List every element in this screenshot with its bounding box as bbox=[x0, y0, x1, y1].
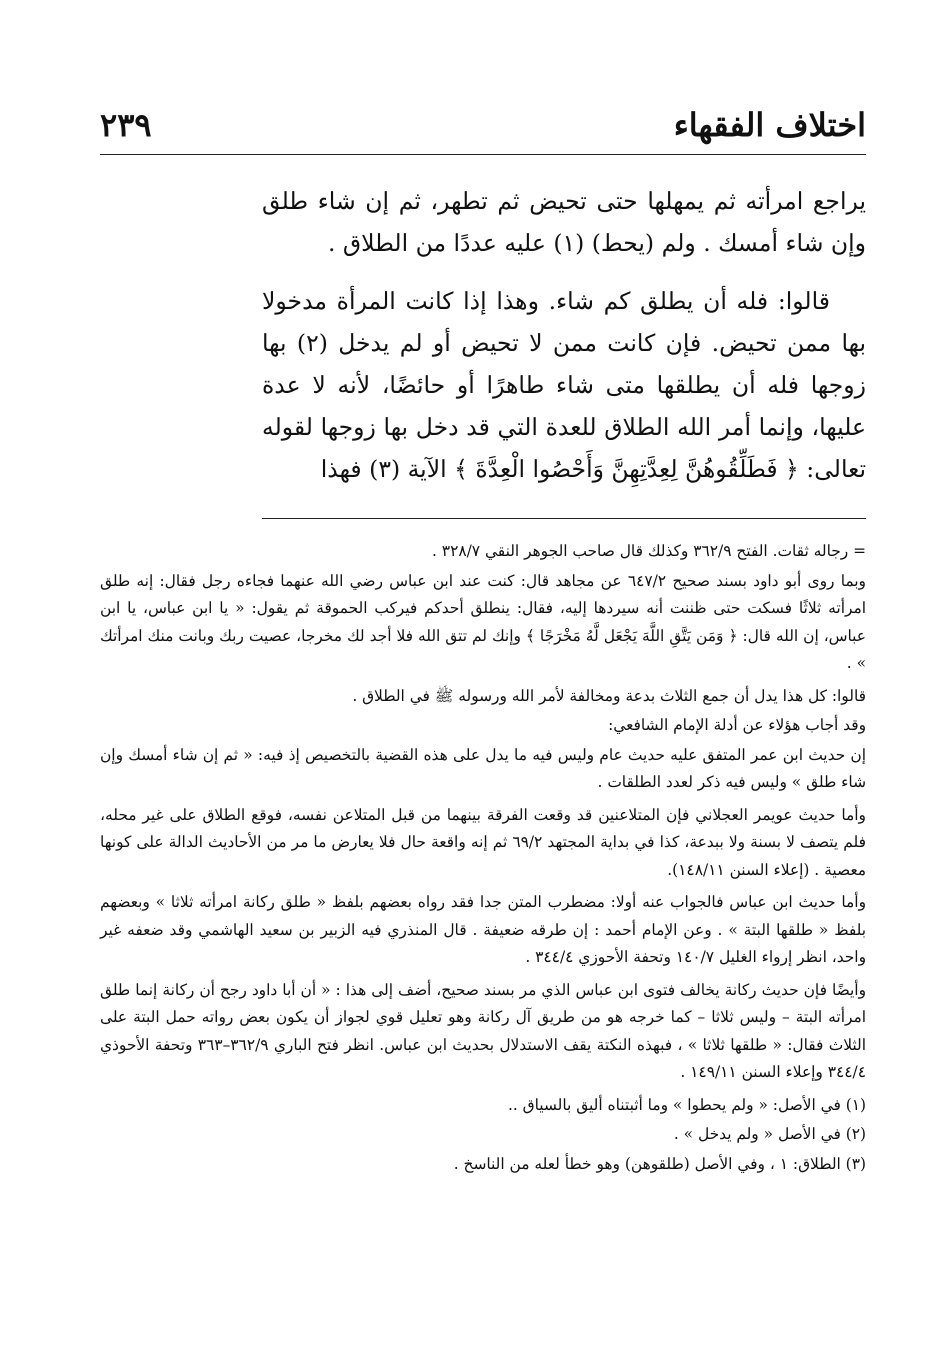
main-paragraph: قالوا: فله أن يطلق كم شاء. وهذا إذا كانت المرأة مدخولا بها ممن تحيض. فإن كانت ممن لا تحيض أو لم يدخل (٢) بها زوجها فله أن يطلقها متى شاء طاهرًا أو حائضًا، لأنه لا عدة عليها، وإنما أمر الله الطلاق للعدة التي قد دخل بها زوجها لقوله تعالى: ﴿ فَطَلِّقُوهُنَّ لِعِدَّتِهِنَّ وَأَحْصُوا الْعِدَّةَ ﴾ الآية (٣) فهذا bbox=[262, 287, 866, 483]
footnote-note-1: (١) في الأصل: « ولم يحطوا » وما أثبتناه أليق بالسياق .. bbox=[507, 1095, 866, 1114]
footnote-separator bbox=[262, 518, 866, 519]
footnote-paragraph: قالوا: كل هذا يدل أن جمع الثلاث بدعة ومخالفة لأمر الله ورسوله ﷺ في الطلاق . bbox=[352, 686, 866, 705]
header-rule bbox=[100, 154, 866, 155]
running-title: اختلاف الفقهاء bbox=[673, 106, 866, 144]
page-header bbox=[100, 96, 866, 144]
page-number: ٢٣٩ bbox=[100, 106, 152, 144]
footnotes bbox=[100, 538, 866, 1180]
footnote-note-2: (٢) في الأصل « ولم يدخل » . bbox=[673, 1125, 866, 1143]
main-paragraph: يراجع امرأته ثم يمهلها حتى تحيض ثم تطهر، ثم إن شاء طلق وإن شاء أمسك . ولم (يحط) (١) عليه عددًا من الطلاق . bbox=[262, 187, 866, 257]
footnote-note-3: (٣) الطلاق: ١ ، وفي الأصل (طلقوهن) وهو خطأ لعله من الناسخ . bbox=[453, 1154, 866, 1173]
footnote-paragraph: وأيضًا فإن حديث ركانة يخالف فتوى ابن عباس الذي مر بسند صحيح، أضف إلى هذا : « أن أبا داود رجح أن ركانة إنما طلق امرأته البتة – وليس ثلاثا – كما خرجه هو من طريق آل ركانة وهو تعليل قوي لجواز أن يكون بعض رواته حمل البتة على الثلاث فقال: « طلقها ثلاثا » ، فبهذه النكتة يقف الاستدلال بحديث ابن عباس. انظر فتح الباري ٣٦٢/٩–٣٦٣ وتحفة الأحوذي ٣٤٤/٤ وإعلاء السنن ١٤٩/١١ . bbox=[100, 980, 867, 1081]
footnote-continuation-line: = رجاله ثقات. الفتح ٣٦٢/٩ وكذلك قال صاحب الجوهر النقي ٣٢٨/٧ . bbox=[432, 542, 866, 560]
footnote-paragraph: وقد أجاب هؤلاء عن أدلة الإمام الشافعي: bbox=[608, 716, 866, 734]
footnote-paragraph: وبما روى أبو داود بسند صحيح ٦٤٧/٢ عن مجاهد قال: كنت عند ابن عباس رضي الله عنهما فجاءه رجل فقال: إنه طلق امرأته ثلاثًا فسكت حتى ظننت أنه سيردها إليه، فقال: ينطلق أحدكم فيركب الحموقة ثم يقول: « يا ابن عباس، يا ابن عباس، إن الله قال: ﴿ وَمَن يَتَّقِ اللَّهَ يَجْعَل لَّهُ مَخْرَجًا ﴾ وإنك لم تتق الله فلا أجد لك مخرجا، عصيت ربك وبانت منك امرأتك » . bbox=[100, 571, 866, 672]
footnote-paragraph: وأما حديث ابن عباس فالجواب عنه أولا: مضطرب المتن جدا فقد رواه بعضهم بلفظ « طلق ركانة امرأته ثلاثا » وبعضهم بلفظ « طلقها البتة » . وعن الإمام أحمد : إن طرقه ضعيفة . قال المنذري فيه الزبير بن سعيد الهاشمي وقد ضعفه غير واحد، انظر إرواء الغليل ١٤٠/٧ وتحفة الأحوزي ٣٤٤/٤ . bbox=[100, 893, 866, 966]
main-text bbox=[262, 180, 866, 490]
footnote-paragraph: وأما حديث عويمر العجلاني فإن المتلاعنين قد وقعت الفرقة بينهما من قبل المتلاعن نفسه، فوقع الطلاق على غير محله، فلم يتصف لا بسنة ولا ببدعة، كذا في بداية المجتهد ٦٩/٢ ثم إنه واقعة حال فلا يعارض ما مر من الأحاديث الدالة على كونها معصية . (إعلاء السنن ١٤٨/١١). bbox=[100, 805, 866, 879]
footnote-paragraph: إن حديث ابن عمر المتفق عليه حديث عام وليس فيه ما يدل على هذه القضية بالتخصيص إذ فيه: « ثم إن شاء أمسك وإن شاء طلق » وليس فيه ذكر لعدد الطلقات . bbox=[100, 745, 866, 791]
